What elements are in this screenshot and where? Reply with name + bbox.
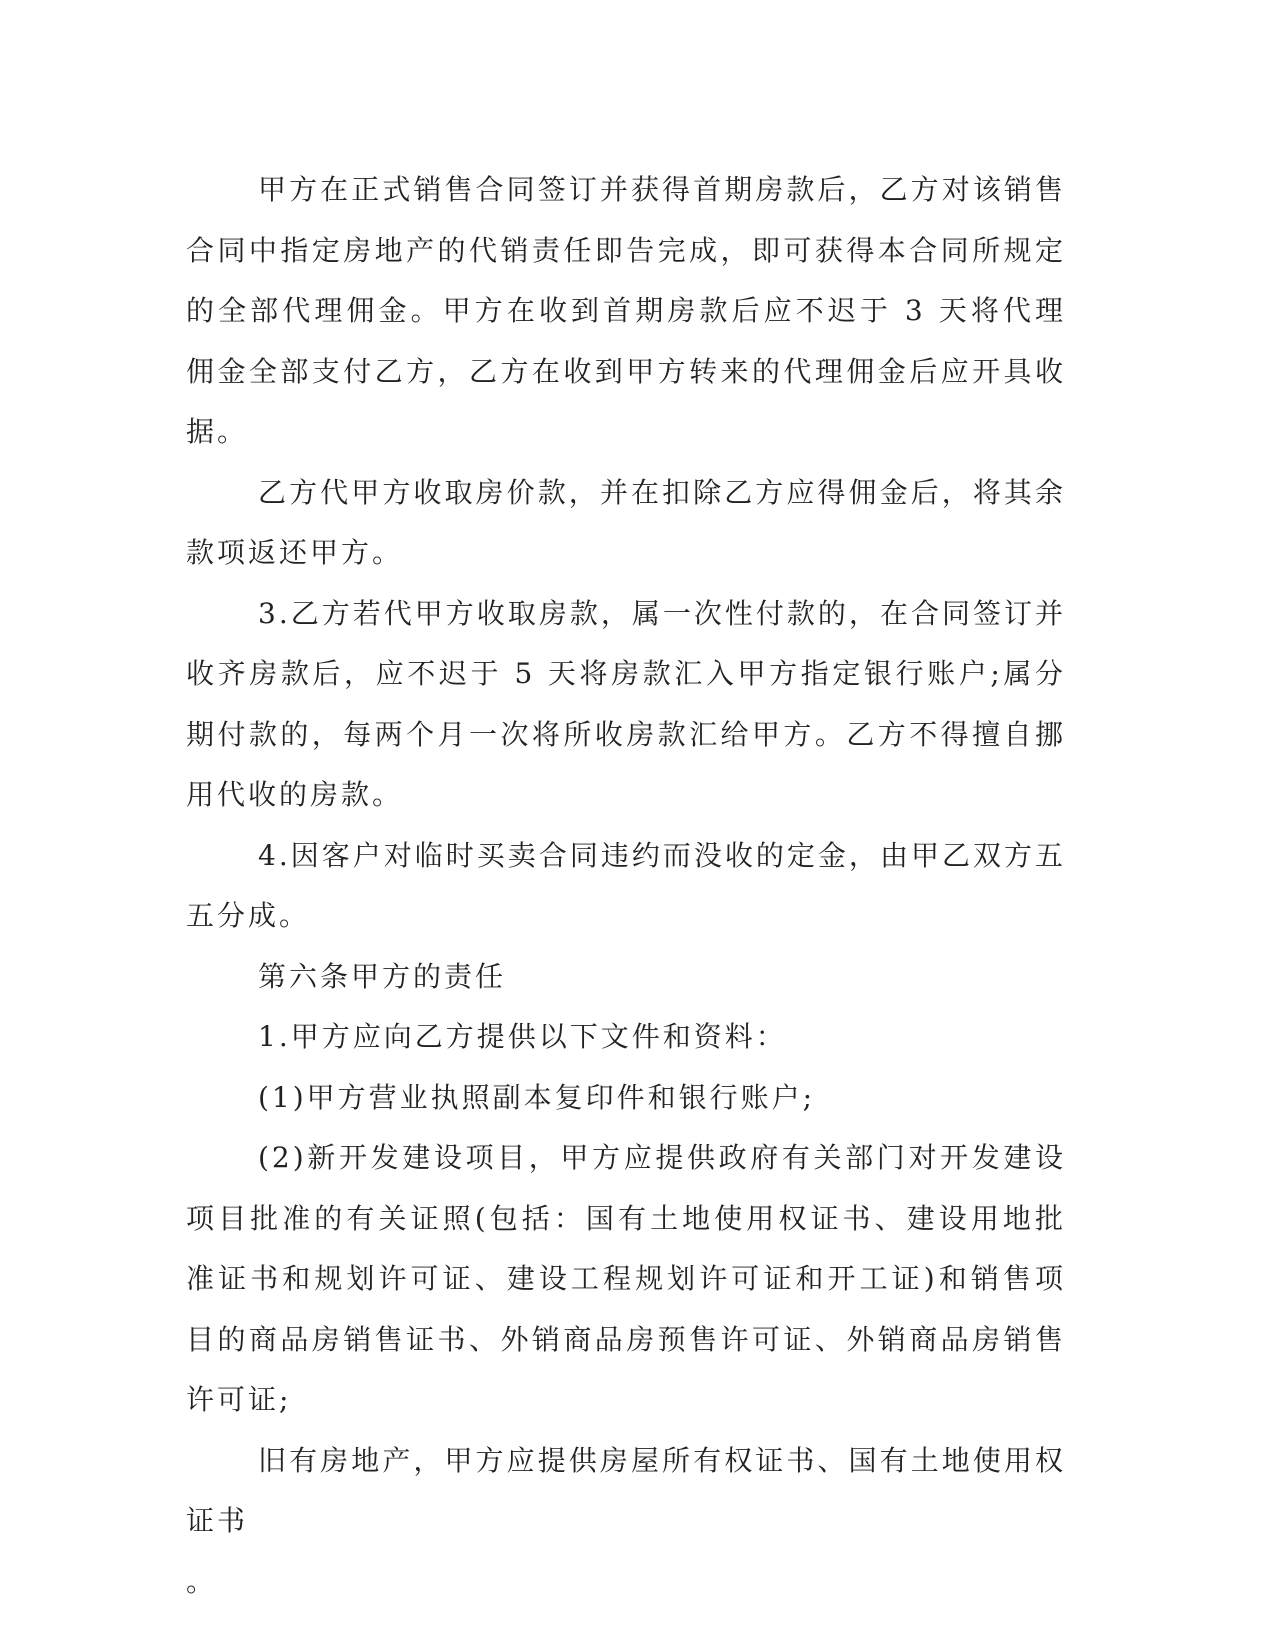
section-heading-article-6: 第六条甲方的责任 bbox=[258, 959, 507, 993]
paragraph-agency-commission: 甲方在正式销售合同签订并获得首期房款后，乙方对该销售合同中指定房地产的代销责任即告完成，即可获得本合同所规定的全部代理佣金。甲方在收到首期房款后应不迟于 3 天将代理佣金全部支付乙方，乙方在收到甲方转来的代理佣金后应开具收据。 bbox=[186, 173, 1066, 448]
paragraph-item-3: 3.乙方若代甲方收取房款，属一次性付款的，在合同签订并收齐房款后，应不迟于 5 天将房款汇入甲方指定银行账户;属分期付款的，每两个月一次将所收房款汇给甲方。乙方不得擅自挪用代收的房款。 bbox=[186, 596, 1066, 811]
paragraph-subitem-2: (2)新开发建设项目，甲方应提供政府有关部门对开发建设项目批准的有关证照(包括：国有土地使用权证书、建设用地批准证书和规划许可证、建设工程规划许可证和开工证)和销售项目的商品房销售证书、外销商品房预售许可证、外销商品房销售许可证; bbox=[186, 1141, 1066, 1416]
paragraph-trailing-period: 。 bbox=[186, 1564, 218, 1598]
paragraph-subitem-1: (1)甲方营业执照副本复印件和银行账户; bbox=[258, 1080, 816, 1114]
document-body bbox=[186, 160, 1066, 1612]
paragraph-item-1: 1.甲方应向乙方提供以下文件和资料： bbox=[258, 1020, 787, 1053]
paragraph-item-4: 4.因客户对临时买卖合同违约而没收的定金，由甲乙双方五五分成。 bbox=[186, 838, 1066, 932]
paragraph-collect-payment: 乙方代甲方收取房价款，并在扣除乙方应得佣金后，将其余款项返还甲方。 bbox=[186, 475, 1066, 569]
paragraph-existing-property: 旧有房地产，甲方应提供房屋所有权证书、国有土地使用权证书 bbox=[186, 1443, 1066, 1537]
